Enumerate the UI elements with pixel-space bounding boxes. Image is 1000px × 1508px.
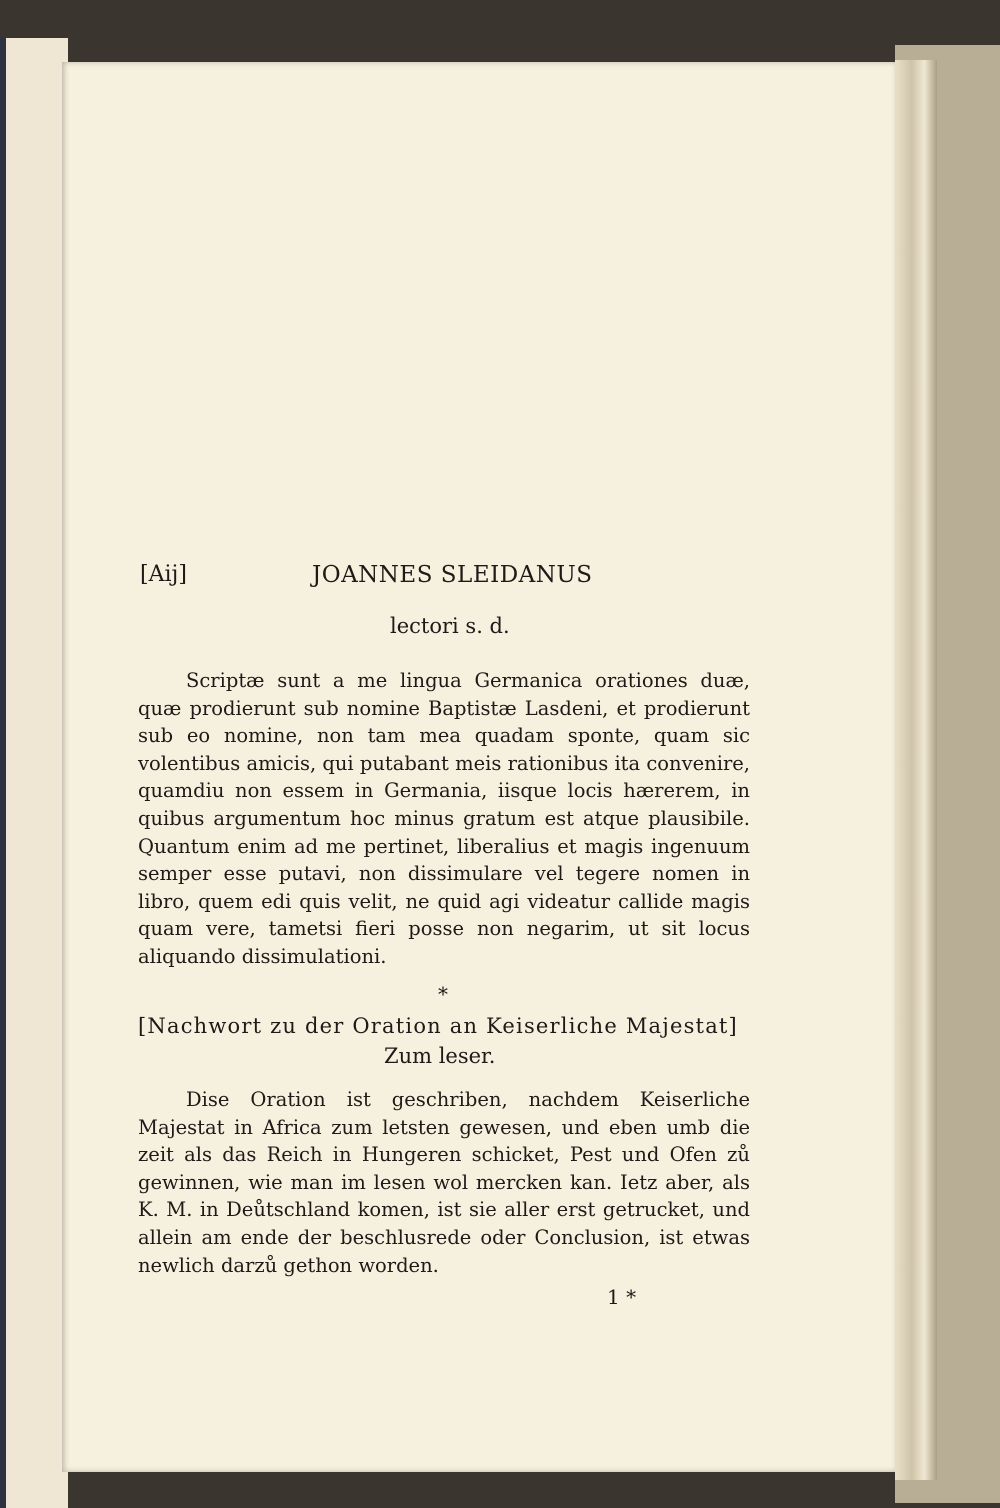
section-subtitle: Zum leser. (384, 1044, 496, 1068)
page-number: 1 * (607, 1285, 637, 1309)
signature-mark: [Aij] (140, 562, 187, 587)
salutation: lectori s. d. (390, 614, 510, 638)
section-heading: [Nachwort zu der Oration an Keiserliche Majestat] (138, 1014, 738, 1038)
section-divider: * (438, 982, 448, 1006)
latin-paragraph: Scriptæ sunt a me lingua Germanica orationes duæ, quæ prodierunt sub nomine Baptistæ Lasdeni, et prodierunt sub eo nomine, non tam mea quadam sponte, quam sic volentibus amicis, qui putabant meis rationibus ita convenire, quamdiu non essem in Germania, iisque locis hærerem, in quibus argumentum hoc minus gratum est atque plausibile. Quantum enim ad me pertinet, liberalius et magis ingenuum semper esse putavi, non dissimulare vel tegere nomen in libro, quem edi quis velit, ne quid agi videatur callide magis quam vere, tametsi fieri posse non negarim, ut sit locus aliquando dissimulationi. (138, 669, 750, 968)
page-heading: JOANNES SLEIDANUS (312, 562, 593, 588)
page-edges (895, 60, 937, 1480)
book-cover-left (0, 38, 68, 1508)
german-paragraph: Dise Oration ist geschriben, nachdem Keiserliche Majestat in Africa zum letsten gewesen, und eben umb die zeit als das Reich in Hungeren schicket, Pest und Ofen zů gewinnen, wie man im lesen wol mercken kan. Ietz aber, als K. M. in Deůtschland komen, ist sie aller erst getrucket, und allein am ende der beschlusrede oder Conclusion, ist etwas newlich darzů gethon worden. (138, 1088, 750, 1277)
book-page (62, 62, 895, 1472)
